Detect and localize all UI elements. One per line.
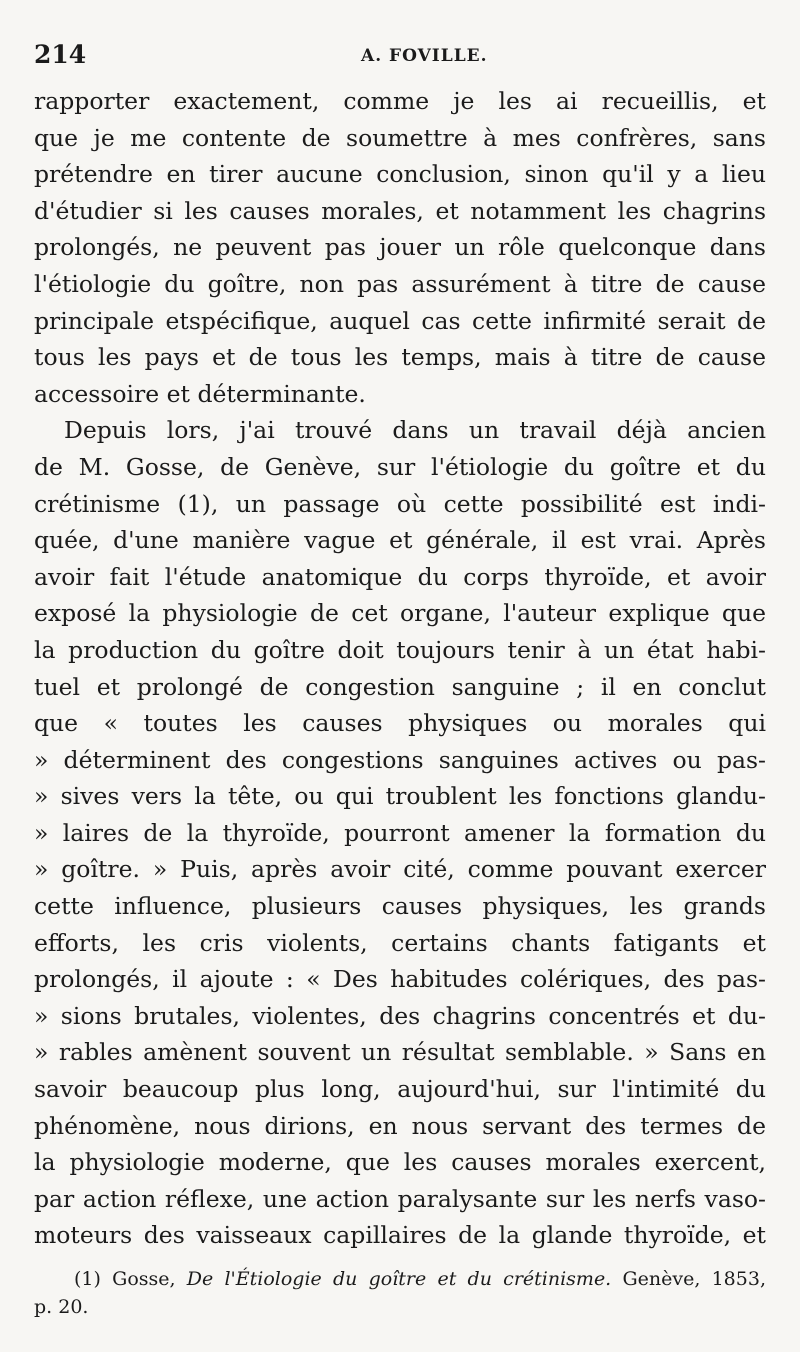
text-line: quée, d'une manière vague et générale, il est vrai. Après [34, 526, 766, 555]
text-line: exposé la physiologie de cet organe, l'auteur explique que [34, 599, 766, 628]
page-number: 214 [34, 40, 87, 69]
text-line: que je me contente de soumettre à mes confrères, sans [34, 123, 766, 152]
text-line: prolongés, ne peuvent pas jouer un rôle quelconque dans [34, 233, 766, 262]
footnote [34, 1265, 766, 1321]
text-line: avoir fait l'étude anatomique du corps thyroïde, et avoir [34, 562, 766, 591]
footnote-marker: (1) [74, 1268, 101, 1290]
text-line: efforts, les cris violents, certains chants fatigants et [34, 928, 766, 957]
text-line: l'étiologie du goître, non pas assurément à titre de cause [34, 269, 766, 298]
text-line: tuel et prolongé de congestion sanguine ; il en conclut [34, 672, 766, 701]
body-text [34, 83, 766, 1254]
text-line: » sions brutales, violentes, des chagrins concentrés et du- [34, 1001, 766, 1030]
footnote-place-year: Genève, 1853, [622, 1268, 766, 1290]
text-line: par action réflexe, une action paralysante sur les nerfs vaso- [34, 1184, 766, 1213]
text-line: crétinisme (1), un passage où cette possibilité est indi- [34, 489, 766, 518]
footnote-title: De l'Étiologie du goître et du crétinisme. [186, 1268, 612, 1290]
running-head: A. FOVILLE. [361, 46, 488, 66]
text-line: Depuis lors, j'ai trouvé dans un travail déjà ancien [64, 416, 766, 445]
text-line: que « toutes les causes physiques ou morales qui [34, 709, 766, 738]
text-line: de M. Gosse, de Genève, sur l'étiologie du goître et du [34, 452, 766, 481]
text-line: principale etspécifique, auquel cas cette infirmité serait de [34, 306, 766, 335]
text-line: la production du goître doit toujours tenir à un état habi- [34, 635, 766, 664]
text-line: » déterminent des congestions sanguines actives ou pas- [34, 745, 766, 774]
text-line: moteurs des vaisseaux capillaires de la glande thyroïde, et [34, 1221, 766, 1250]
text-line: » rables amènent souvent un résultat semblable. » Sans en [34, 1038, 766, 1067]
text-line: prolongés, il ajoute : « Des habitudes colériques, des pas- [34, 965, 766, 994]
text-line: tous les pays et de tous les temps, mais à titre de cause [34, 343, 766, 372]
text-line: savoir beaucoup plus long, aujourd'hui, sur l'intimité du [34, 1075, 766, 1104]
text-line: » sives vers la tête, ou qui troublent les fonctions glandu- [34, 782, 766, 811]
footnote-page: p. 20. [34, 1296, 89, 1318]
text-line: phénomène, nous dirions, en nous servant des termes de [34, 1111, 766, 1140]
page-header [34, 40, 764, 74]
text-line: » goître. » Puis, après avoir cité, comme pouvant exercer [34, 855, 766, 884]
text-line: d'étudier si les causes morales, et notamment les chagrins [34, 196, 766, 225]
text-line: prétendre en tirer aucune conclusion, sinon qu'il y a lieu [34, 160, 766, 189]
text-line: » laires de la thyroïde, pourront amener la formation du [34, 818, 766, 847]
text-line: cette influence, plusieurs causes physiques, les grands [34, 892, 766, 921]
text-line: rapporter exactement, comme je les ai recueillis, et [34, 87, 766, 115]
text-line: accessoire et déterminante. [34, 379, 366, 408]
text-line: la physiologie moderne, que les causes morales exercent, [34, 1148, 766, 1177]
footnote-author: Gosse, [112, 1268, 176, 1290]
footnote-line [34, 1265, 766, 1293]
